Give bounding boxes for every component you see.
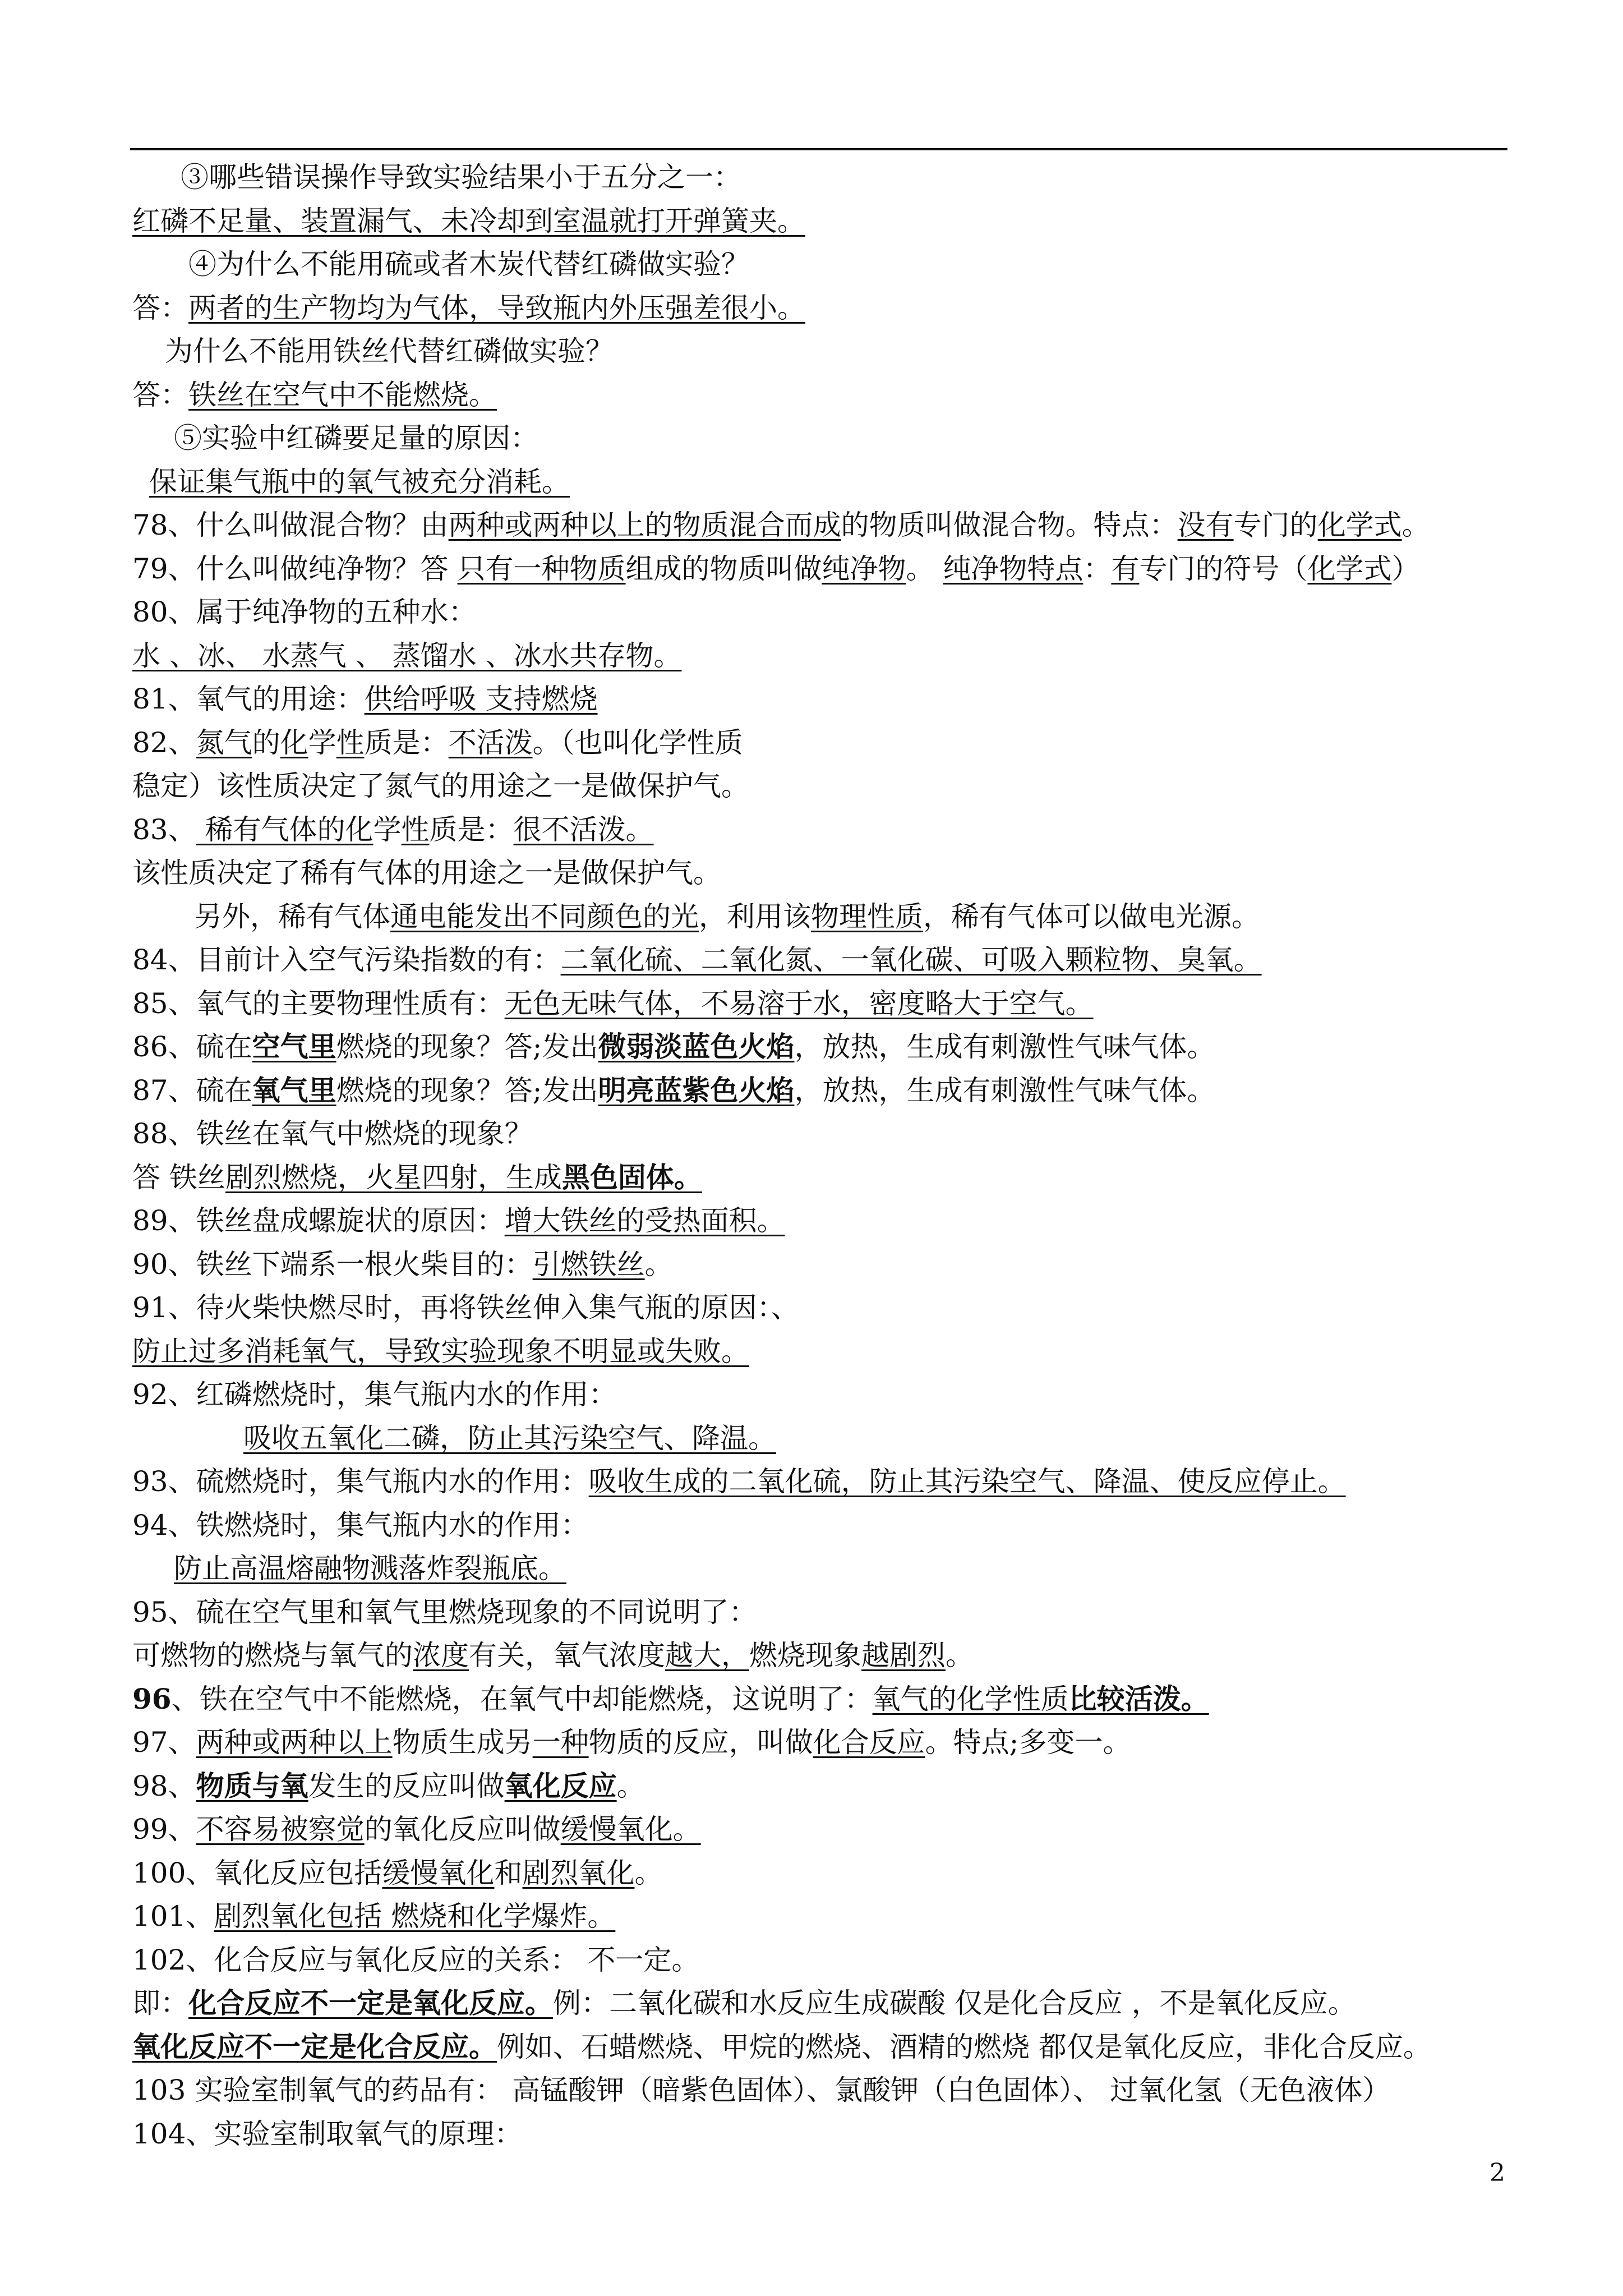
text-line: 101、剧烈氧化包括 燃烧和化学爆炸。 <box>132 1900 616 1932</box>
text-line: 91、待火柴快燃尽时，再将铁丝伸入集气瓶的原因：、 <box>132 1291 799 1324</box>
text-line: 答：两者的生产物均为气体，导致瓶内外压强差很小。 <box>132 291 805 324</box>
text-line: 81、氧气的用途：供给呼吸 支持燃烧 <box>132 683 598 715</box>
text-line: 97、两种或两种以上物质生成另一种物质的反应，叫做化合反应。特点;多变一。 <box>132 1726 1131 1759</box>
text-line: 吸收五氧化二磷，防止其污染空气、降温。 <box>243 1421 776 1455</box>
text-line: 103 实验室制氧气的药品有： 高锰酸钾（暗紫色固体）、氯酸钾（白色固体）、 过氧化氢（无色液体） <box>132 2074 1391 2106</box>
text-line: 保证集气瓶中的氧气被充分消耗。 <box>149 465 570 498</box>
text-line: ⑤实验中红磷要足量的原因： <box>174 422 538 454</box>
text-line: 82、氮气的化学性质是：不活泼。（也叫化学性质 <box>132 726 743 759</box>
text-line: 另外，稀有气体通电能发出不同颜色的光，利用该物理性质，稀有气体可以做电光源。 <box>194 900 1260 933</box>
text-line: 答：铁丝在空气中不能燃烧。 <box>132 378 497 411</box>
text-line: 78、什么叫做混合物？由两种或两种以上的物质混合而成的物质叫做混合物。特点：没有专门的化学式。 <box>132 509 1430 541</box>
text-line: 氧化反应不一定是化合反应。例如、石蜡燃烧、甲烷的燃烧、酒精的燃烧 都仅是氧化反应，非化合反应。 <box>132 2030 1431 2063</box>
text-line: 防止高温熔融物溅落炸裂瓶底。 <box>174 1552 566 1585</box>
text-line: 86、硫在空气里燃烧的现象？答;发出微弱淡蓝色火焰，放热，生成有刺激性气味气体。 <box>132 1030 1215 1063</box>
text-line: 85、氧气的主要物理性质有：无色无味气体，不易溶于水，密度略大于空气。 <box>132 987 1094 1020</box>
text-line: 可燃物的燃烧与氧气的浓度有关，氧气浓度越大，燃烧现象越剧烈。 <box>132 1639 974 1672</box>
text-line: 96、铁在空气中不能燃烧，在氧气中却能燃烧，这说明了：氧气的化学性质比较活泼。 <box>132 1682 1209 1715</box>
text-line: 99、不容易被察觉的氧化反应叫做缓慢氧化。 <box>132 1813 701 1846</box>
text-line: 80、属于纯净物的五种水： <box>132 596 477 628</box>
text-line: 稳定）该性质决定了氮气的用途之一是做保护气。 <box>132 770 749 802</box>
text-line: 83、 稀有气体的化学性质是：很不活泼。 <box>132 813 654 846</box>
text-line: 104、实验室制取氧气的原理： <box>132 2117 523 2150</box>
page-number: 2 <box>1490 2159 1505 2187</box>
text-line: 92、红磷燃烧时，集气瓶内水的作用： <box>132 1378 617 1411</box>
text-line: ③哪些错误操作导致实验结果小于五分之一： <box>181 161 741 194</box>
text-line: 防止过多消耗氧气，导致实验现象不明显或失败。 <box>132 1335 749 1368</box>
text-line: 87、硫在氧气里燃烧的现象？答;发出明亮蓝紫色火焰，放热，生成有刺激性气味气体。 <box>132 1073 1215 1107</box>
text-line: 水 、冰、 水蒸气 、 蒸馏水 、冰水共存物。 <box>132 639 682 672</box>
text-line: 为什么不能用铁丝代替红磷做实验？ <box>165 335 614 367</box>
text-line: 答 铁丝剧烈燃烧，火星四射，生成黑色固体。 <box>132 1160 702 1194</box>
header-rule <box>130 148 1507 150</box>
text-line: 102、化合反应与氧化反应的关系： 不一定。 <box>132 1943 700 1976</box>
text-line: 即：化合反应不一定是氧化反应。例：二氧化碳和水反应生成碳酸 仅是化合反应 ，不是氧化反应。 <box>132 1986 1356 2019</box>
text-line: 89、铁丝盘成螺旋状的原因：增大铁丝的受热面积。 <box>132 1204 785 1237</box>
text-line: ④为什么不能用硫或者木炭代替红磷做实验？ <box>188 248 749 280</box>
text-line: 79、什么叫做纯净物？答 只有一种物质组成的物质叫做纯净物。 纯净物特点：有专门的符号（化学式） <box>132 552 1420 585</box>
text-line: 90、铁丝下端系一根火柴目的：引燃铁丝。 <box>132 1248 673 1281</box>
text-line: 98、物质与氧发生的反应叫做氧化反应。 <box>132 1769 645 1802</box>
text-line: 95、硫在空气里和氧气里燃烧现象的不同说明了： <box>132 1595 757 1628</box>
text-line: 该性质决定了稀有气体的用途之一是做保护气。 <box>132 857 721 889</box>
document-body <box>132 156 1523 2156</box>
text-line: 84、目前计入空气污染指数的有：二氧化硫、二氧化氮、一氧化碳、可吸入颗粒物、臭氧。 <box>132 944 1262 976</box>
text-line: 100、氧化反应包括缓慢氧化和剧烈氧化。 <box>132 1856 663 1889</box>
text-line: 88、铁丝在氧气中燃烧的现象？ <box>132 1117 533 1150</box>
text-line: 红磷不足量、装置漏气、未冷却到室温就打开弹簧夹。 <box>132 204 805 237</box>
text-line: 94、铁燃烧时，集气瓶内水的作用： <box>132 1508 589 1542</box>
text-line: 93、硫燃烧时，集气瓶内水的作用：吸收生成的二氧化硫，防止其污染空气、降温、使反应停止。 <box>132 1465 1346 1498</box>
